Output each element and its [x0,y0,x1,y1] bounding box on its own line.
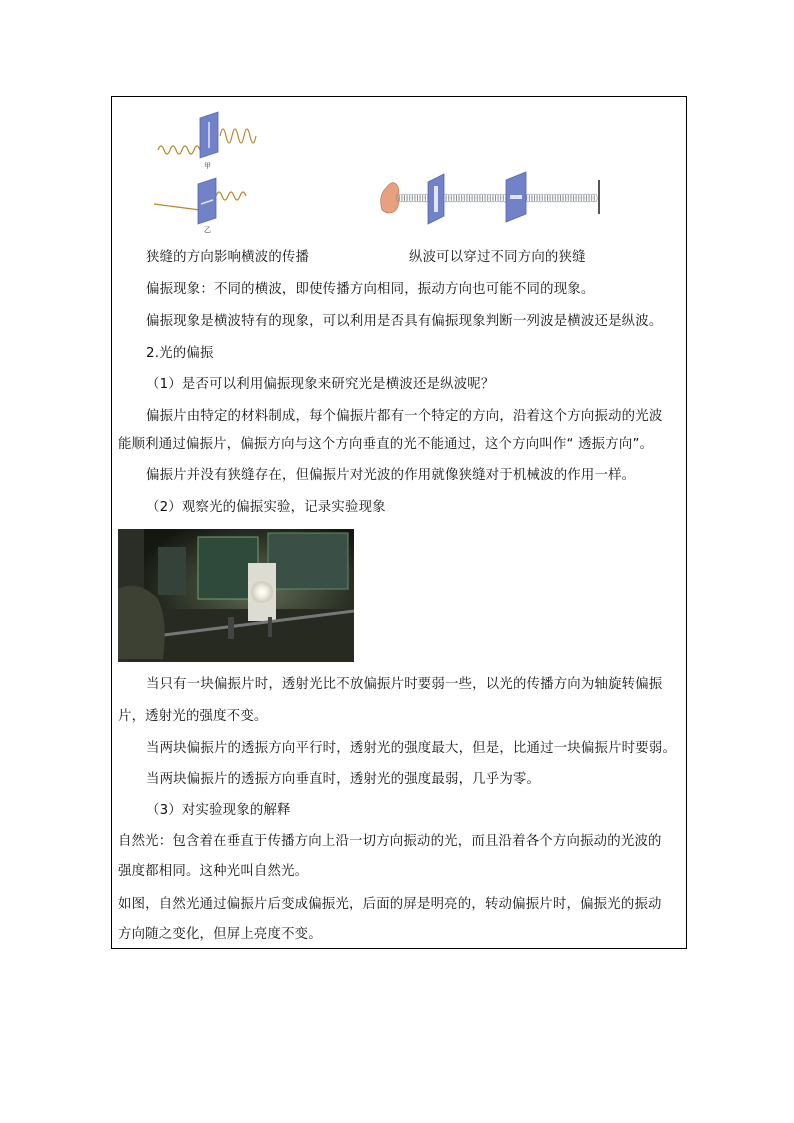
para-observation-3: 当两块偏振片的透振方向垂直时，透射光的强度最弱，几乎为零。 [146,772,541,787]
para-polarizer-1a: 偏振片由特定的材料制成，每个偏振片都有一个特定的方向，沿着这个方向振动的光波 [146,409,663,424]
para-natural-light-b: 强度都相同。这种光叫自然光。 [118,864,309,879]
wave-in-flat [154,204,200,210]
question-3: （3）对实验现象的解释 [146,803,291,818]
para-polarization-definition: 偏振现象：不同的横波，即使传播方向相同，振动方向也可能不同的现象。 [146,282,595,297]
para-polarizer-1b: 能顺利通过偏振片，偏振方向与这个方向垂直的光不能通过，这个方向叫作“ 透振方向”。 [118,437,654,452]
para-observation-1b: 片，透射光的强度不变。 [118,709,268,724]
caption-transverse: 狭缝的方向影响横波的传播 [146,250,310,265]
para-observation-1a: 当只有一块偏振片时，透射光比不放偏振片时要弱一些，以光的传播方向为轴旋转偏振 [146,677,663,692]
para-natural-light-a: 自然光：包含着在垂直于传播方向上沿一切方向振动的光，而且沿着各个方向振动的光波的 [118,834,662,849]
question-2: （2）观察光的偏振实验，记录实验现象 [146,500,386,515]
hand-icon [381,183,399,213]
section-title-light-polarization: 2.光的偏振 [146,346,214,361]
caption-longitudinal: 纵波可以穿过不同方向的狭缝 [409,250,586,265]
wave-out [220,129,256,143]
spring-coils [396,194,597,202]
slit-plate-yi [198,178,216,224]
transverse-wave-slit-figure-jia [150,108,270,170]
longitudinal-wave-spring-figure [376,168,606,228]
para-polarizer-2: 偏振片并没有狭缝存在，但偏振片对光波的作用就像狭缝对于机械波的作用一样。 [146,468,636,483]
para-polarization-transverse: 偏振现象是横波特有的现象，可以利用是否具有偏振现象判断一列波是横波还是纵波。 [146,314,663,329]
para-figure-explanation-a: 如图，自然光通过偏振片后变成偏振光，后面的屏是明亮的，转动偏振片时，偏振光的振动 [118,897,662,912]
wave-in [158,146,200,154]
para-observation-2: 当两块偏振片的透振方向平行时，透射光的强度最大，但是，比通过一块偏振片时要弱。 [146,741,677,756]
transverse-wave-slit-figure-yi [150,174,270,236]
wave-blocked [216,192,246,200]
question-1: （1）是否可以利用偏振现象来研究光是横波还是纵波呢？ [146,377,495,392]
label-yi: 乙 [204,226,211,234]
para-figure-explanation-b: 方向随之变化，但屏上亮度不变。 [118,927,322,942]
label-jia: 甲 [204,162,211,170]
experiment-photo [118,529,354,662]
